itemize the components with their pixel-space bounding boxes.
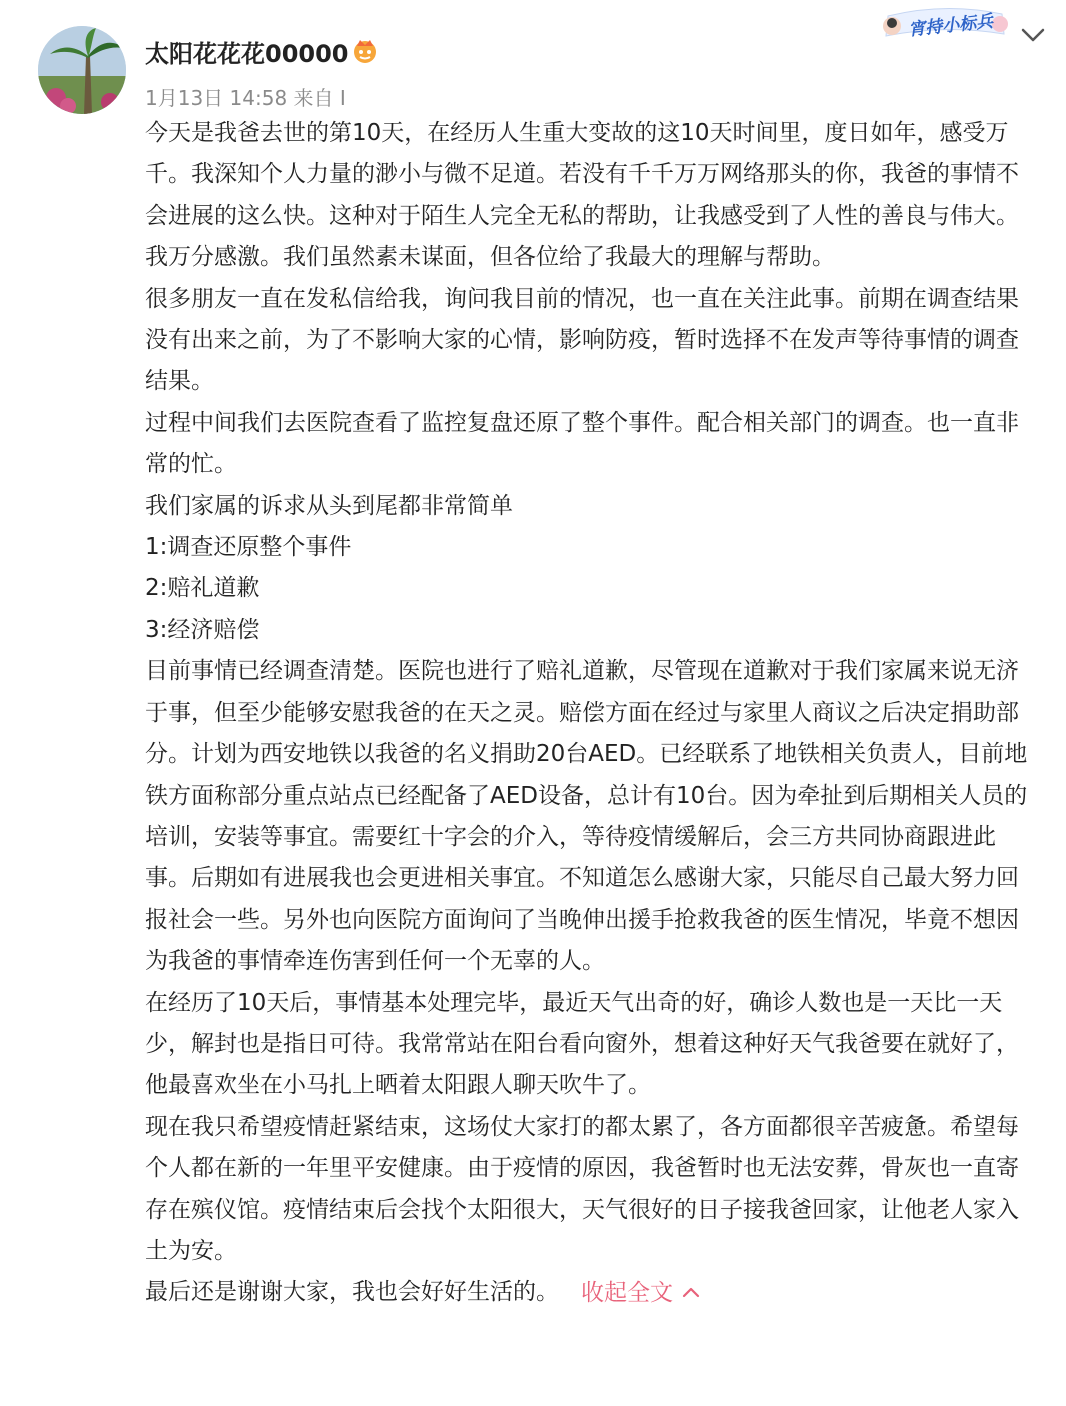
paragraph: 现在我只希望疫情赶紧结束，这场仗大家打的都太累了，各方面都很辛苦疲惫。希望每个人都在新的一年里平安健康。由于疫情的原因，我爸暂时也无法安葬，骨灰也一直寄存在殡仪馆。疫情结束后会找个太阳很大，天气很好的日子接我爸回家，让他老人家入土为安。 bbox=[145, 1113, 1019, 1264]
post-content bbox=[145, 113, 1037, 1314]
last-paragraph-text: 最后还是谢谢大家，我也会好好生活的。 bbox=[145, 1279, 559, 1306]
paragraph: 今天是我爸去世的第10天，在经历人生重大变故的这10天时间里，度日如年，感受万千。我深知个人力量的渺小与微不足道。若没有千千万万网络那头的你，我爸的事情不会进展的这么快。这种对于陌生人完全无私的帮助，让我感受到了人性的善良与伟大。我万分感激。我们虽然素未谋面，但各位给了我最大的理解与帮助。 bbox=[145, 120, 1019, 271]
post-meta: 1月13日 14:58 来自 I bbox=[145, 86, 346, 110]
paragraph: 我们家属的诉求从头到尾都非常简单 bbox=[145, 492, 513, 519]
list-item: 3:经济赔偿 bbox=[145, 616, 260, 643]
list-item: 2:赔礼道歉 bbox=[145, 575, 260, 602]
paragraph: 目前事情已经调查清楚。医院也进行了赔礼道歉，尽管现在道歉对于我们家属来说无济于事，但至少能够安慰我爸的在天之灵。赔偿方面在经过与家里人商议之后决定捐助部分。计划为西安地铁以我爸的名义捐助20台AED。已经联系了地铁相关负责人，目前地铁方面称部分重点站点已经配备了AED设备，总计有10台。因为牵扯到后期相关人员的培训，安装等事宜。需要红十字会的介入，等待疫情缓解后，会三方共同协商跟进此事。后期如有进展我也会更进相关事宜。不知道怎么感谢大家，只能尽自己最大努力回报社会一些。另外也向医院方面询问了当晚伸出援手抢救我爸的医生情况，毕竟不想因为我爸的事情牵连伤害到任何一个无辜的人。 bbox=[145, 658, 1028, 975]
paragraph: 过程中间我们去医院查看了监控复盘还原了整个事件。配合相关部门的调查。也一直非常的忙。 bbox=[145, 409, 1019, 478]
badge-sticker[interactable] bbox=[880, 4, 1010, 42]
vip-crown-icon bbox=[350, 36, 380, 64]
avatar[interactable] bbox=[38, 26, 126, 114]
chevron-down-icon[interactable] bbox=[1018, 24, 1048, 46]
list-item: 1:调查还原整个事件 bbox=[145, 534, 352, 561]
username[interactable]: 太阳花花花00000 bbox=[145, 40, 349, 68]
last-paragraph bbox=[145, 1272, 1037, 1314]
badge-text: 宵持小标兵 bbox=[907, 11, 995, 41]
paragraph: 很多朋友一直在发私信给我，询问我目前的情况，也一直在关注此事。前期在调查结果没有出来之前，为了不影响大家的心情，影响防疫，暂时选择不在发声等待事情的调查结果。 bbox=[145, 285, 1019, 395]
paragraph: 在经历了10天后，事情基本处理完毕，最近天气出奇的好，确诊人数也是一天比一天少，解封也是指日可待。我常常站在阳台看向窗外，想着这种好天气我爸要在就好了，他最喜欢坐在小马扎上晒着太阳跟人聊天吹牛了。 bbox=[145, 989, 1019, 1099]
collapse-full-text-link[interactable]: 收起全文 bbox=[581, 1279, 673, 1306]
chevron-up-icon[interactable] bbox=[681, 1272, 701, 1313]
avatar-image bbox=[38, 26, 126, 114]
